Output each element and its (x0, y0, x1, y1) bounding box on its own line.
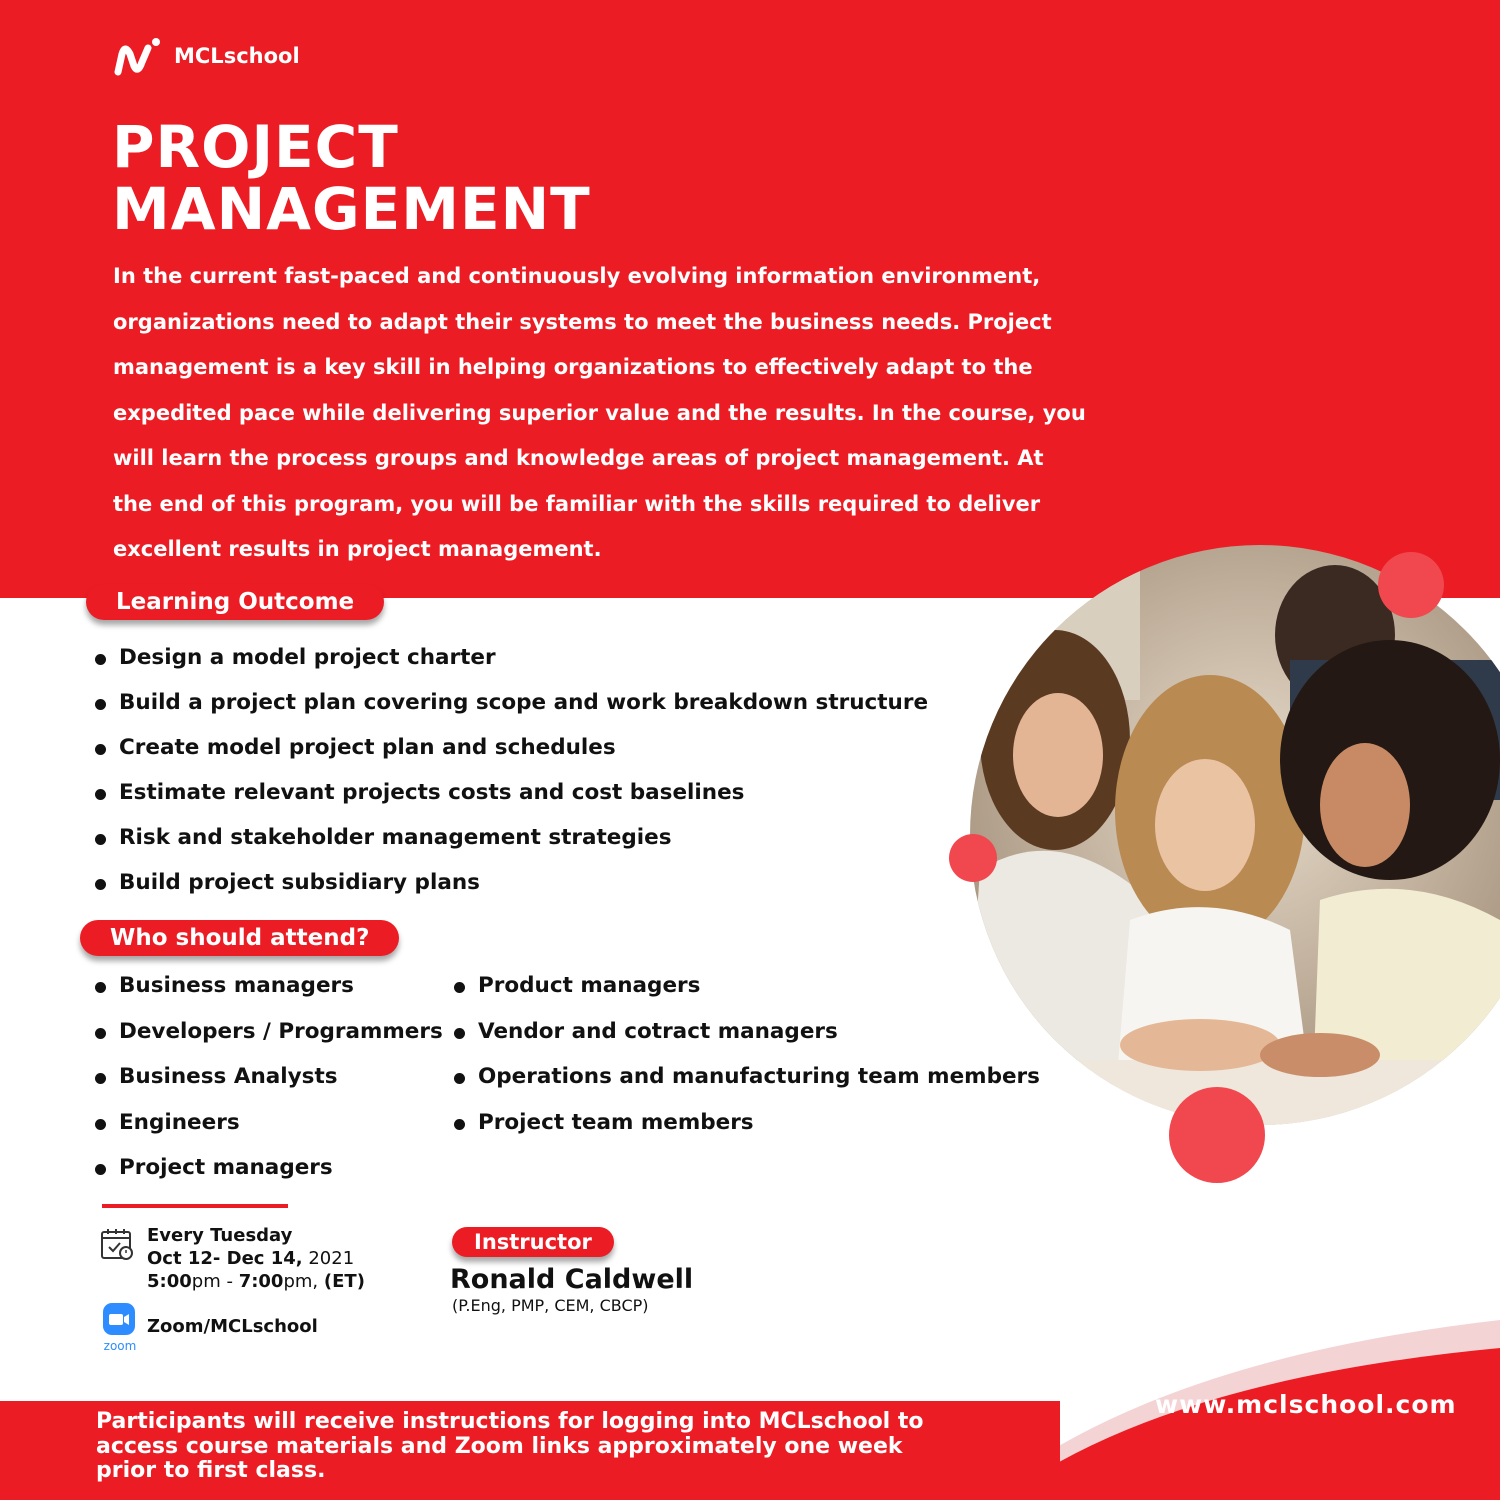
list-item: Business managers (95, 973, 443, 1019)
list-item: Business Analysts (95, 1064, 443, 1110)
list-item: Project team members (454, 1110, 1040, 1156)
platform-label: Zoom/MCLschool (147, 1316, 318, 1337)
website-link[interactable]: www.mclschool.com (1155, 1390, 1457, 1419)
schedule-details (147, 1224, 365, 1293)
schedule-dates: Oct 12- Dec 14, 2021 (147, 1248, 355, 1269)
learning-outcome-list (95, 645, 928, 915)
schedule-day: Every Tuesday (147, 1225, 293, 1246)
list-item: Risk and stakeholder management strategies (95, 825, 928, 870)
list-item: Engineers (95, 1110, 443, 1156)
instructor-label: Instructor (452, 1227, 614, 1257)
who-should-attend-label: Who should attend? (80, 920, 399, 956)
calendar-icon (100, 1227, 134, 1261)
list-item: Build project subsidiary plans (95, 870, 928, 915)
list-item: Product managers (454, 973, 1040, 1019)
list-item: Estimate relevant projects costs and cost baselines (95, 780, 928, 825)
mclschool-logo-icon (114, 36, 164, 76)
zoom-icon-label: zoom (103, 1339, 137, 1353)
schedule-time: 5:00pm - 7:00pm, (ET) (147, 1271, 365, 1292)
list-item: Design a model project charter (95, 645, 928, 690)
list-item: Build a project plan covering scope and work breakdown structure (95, 690, 928, 735)
course-description: In the current fast-paced and continuously evolving information environment, organizations need to adapt their systems to meet the business needs. Project management is a key skill in helping organizations to effectively adapt to the expedited pace while delivering superior value and the results. In the course, you will learn the process groups and knowledge areas of project management. At the end of this program, you will be familiar with the skills required to deliver excellent results in project management. (113, 264, 1086, 561)
footer-note: Participants will receive instructions for logging into MCLschool to access course materials and Zoom links approximately one week prior to first class. (96, 1409, 924, 1483)
instructor-credentials: (P.Eng, PMP, CEM, CBCP) (452, 1296, 649, 1315)
zoom-icon (98, 1302, 142, 1353)
attendee-list-right (454, 973, 1040, 1155)
list-item: Create model project plan and schedules (95, 735, 928, 780)
page-title: PROJECT MANAGEMENT (112, 113, 591, 243)
list-item: Vendor and cotract managers (454, 1019, 1040, 1065)
list-item: Operations and manufacturing team members (454, 1064, 1040, 1110)
learning-outcome-label: Learning Outcome (86, 584, 384, 620)
attendee-list-left (95, 973, 443, 1201)
brand-name: MCLschool (174, 44, 300, 68)
list-item: Project managers (95, 1155, 443, 1201)
list-item: Developers / Programmers (95, 1019, 443, 1065)
section-divider (102, 1204, 288, 1208)
instructor-name: Ronald Caldwell (450, 1264, 694, 1295)
brand-logo[interactable] (114, 36, 300, 76)
